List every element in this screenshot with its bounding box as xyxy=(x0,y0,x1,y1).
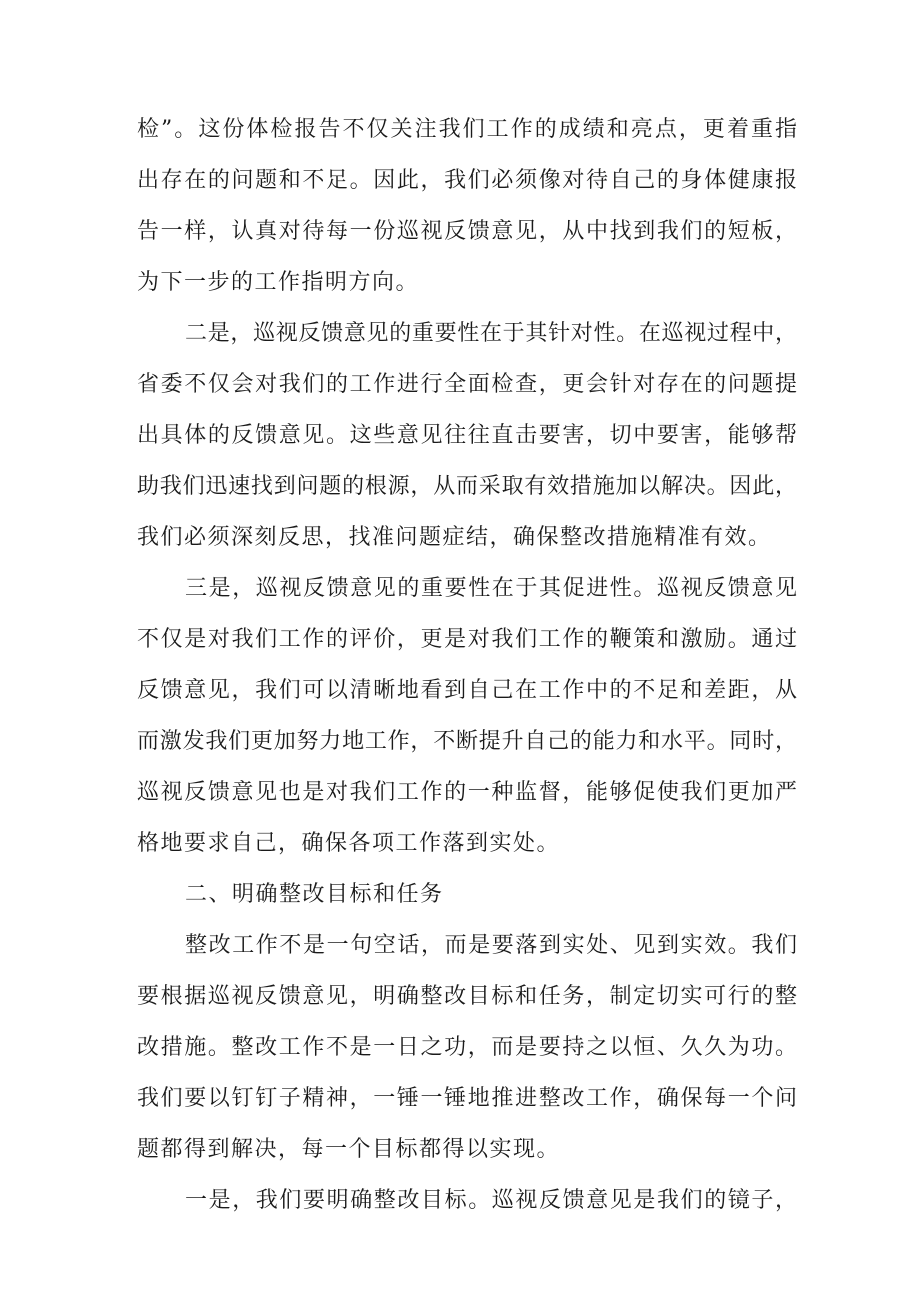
paragraph-line: 二是，巡视反馈意见的重要性在于其针对性。在巡视过程中， xyxy=(185,321,797,346)
paragraph-line: 而激发我们更加努力地工作，不断提升自己的能力和水平。同时， xyxy=(137,729,797,754)
paragraph-line: 整改工作不是一句空话，而是要落到实处、见到实效。我们 xyxy=(185,933,797,958)
paragraph-line: 要根据巡视反馈意见，明确整改目标和任务，制定切实可行的整 xyxy=(137,984,797,1009)
paragraph-line: 出存在的问题和不足。因此，我们必须像对待自己的身体健康报 xyxy=(137,168,797,193)
paragraph-line: 反馈意见，我们可以清晰地看到自己在工作中的不足和差距，从 xyxy=(137,678,797,703)
paragraph-line: 检”。这份体检报告不仅关注我们工作的成绩和亮点，更着重指 xyxy=(137,117,797,142)
paragraph-line: 题都得到解决，每一个目标都得以实现。 xyxy=(137,1137,561,1162)
paragraph-line: 巡视反馈意见也是对我们工作的一种监督，能够促使我们更加严 xyxy=(137,780,797,805)
paragraph-line: 三是，巡视反馈意见的重要性在于其促进性。巡视反馈意见 xyxy=(185,576,797,601)
paragraph-line: 不仅是对我们工作的评价，更是对我们工作的鞭策和激励。通过 xyxy=(137,627,797,652)
section-heading: 二、明确整改目标和任务 xyxy=(185,882,444,907)
paragraph-line: 我们要以钉钉子精神，一锤一锤地推进整改工作，确保每一个问 xyxy=(137,1086,797,1111)
paragraph-line: 出具体的反馈意见。这些意见往往直击要害，切中要害，能够帮 xyxy=(137,423,797,448)
paragraph-line: 改措施。整改工作不是一日之功，而是要持之以恒、久久为功。 xyxy=(137,1035,797,1060)
paragraph-line: 我们必须深刻反思，找准问题症结，确保整改措施精准有效。 xyxy=(137,525,772,550)
paragraph-line: 格地要求自己，确保各项工作落到实处。 xyxy=(137,831,561,856)
paragraph-line: 为下一步的工作指明方向。 xyxy=(137,270,420,295)
paragraph-line: 助我们迅速找到问题的根源，从而采取有效措施加以解决。因此， xyxy=(137,474,797,499)
paragraph-line: 省委不仅会对我们的工作进行全面检查，更会针对存在的问题提 xyxy=(137,372,797,397)
paragraph-line: 一是，我们要明确整改目标。巡视反馈意见是我们的镜子， xyxy=(185,1188,797,1213)
paragraph-line: 告一样，认真对待每一份巡视反馈意见，从中找到我们的短板， xyxy=(137,219,797,244)
